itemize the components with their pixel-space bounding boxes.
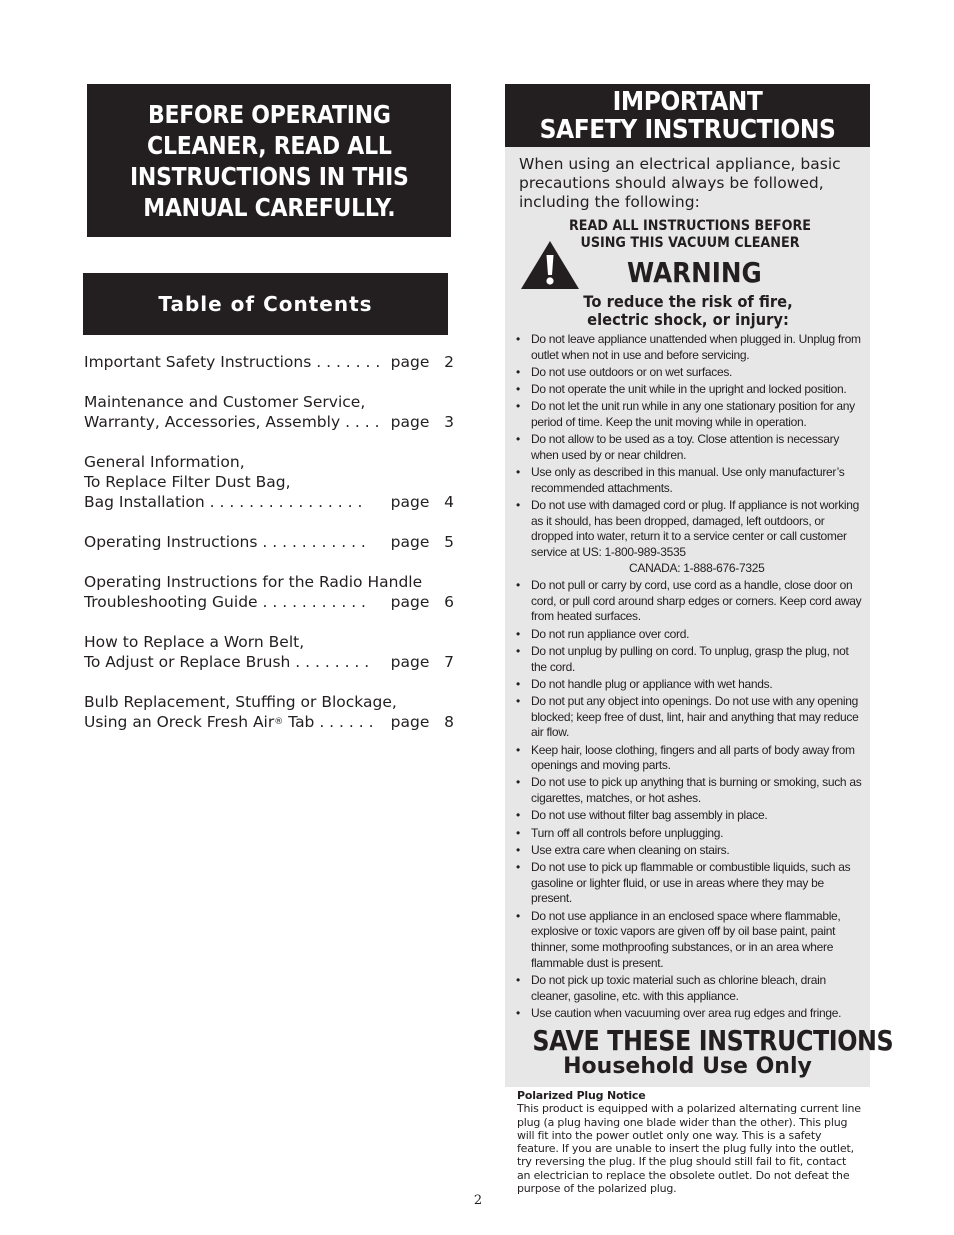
safety-bullet-text: Do not let the unit run while in any one stationary position for any period of time. Keep the unit moving while in operation. xyxy=(531,399,855,430)
toc-page-ref: page 7 xyxy=(390,653,454,671)
safety-bullet xyxy=(516,578,862,625)
canada-phone: CANADA: 1-888-676-7325 xyxy=(629,560,765,575)
toc-page-ref: page 5 xyxy=(390,533,454,551)
toc-entry xyxy=(84,572,454,612)
risk-line: electric shock, or injury: xyxy=(587,310,789,329)
toc-entry-line xyxy=(84,632,454,652)
safety-bullet xyxy=(516,973,862,1004)
toc-entry-line xyxy=(84,712,454,732)
toc-entry-label: Using an Oreck Fresh Air xyxy=(84,713,275,731)
toc-entry-line xyxy=(84,652,454,672)
read-all-notice xyxy=(558,218,822,252)
safety-bullet-text: Do not use with damaged cord or plug. If appliance is not working as it should, has been dropped, damaged, left outdoors, or dropped into water, return it to a service center or call customer service at US: 1-800-989-3535 xyxy=(531,498,860,560)
safety-bullet-text: Do not use appliance in an enclosed space where flammable, explosive or toxic vapors are given off by oil base paint, paint thinner, some mothproofing substances, or in an area where flammable dust is present. xyxy=(531,908,841,970)
safety-bullet xyxy=(516,1006,862,1022)
toc-entry-line xyxy=(84,692,454,712)
safety-bullet xyxy=(516,644,862,675)
bullet-dot-icon: • xyxy=(516,972,520,987)
safety-bullet-text: Do not unplug by pulling on cord. To unplug, grasp the plug, not the cord. xyxy=(531,643,849,674)
bullet-dot-icon: • xyxy=(516,693,520,708)
toc-title: Table of Contents xyxy=(158,292,373,316)
plug-notice-heading: Polarized Plug Notice xyxy=(517,1089,646,1102)
safety-bullet-text: Use caution when vacuuming over area rug edges and fringe. xyxy=(531,1005,842,1020)
toc-entry xyxy=(84,692,454,732)
safety-bullet-text: Use extra care when cleaning on stairs. xyxy=(531,842,730,857)
toc-entry-label: Operating Instructions for the Radio Handle xyxy=(84,573,423,591)
warning-heading: WARNING xyxy=(627,256,762,289)
safety-bullet-text: Do not handle plug or appliance with wet hands. xyxy=(531,676,773,691)
toc-entry-label: General Information, xyxy=(84,453,245,471)
safety-bullet-text: Do not pick up toxic material such as chlorine bleach, drain cleaner, gasoline, etc. with this appliance. xyxy=(531,972,826,1003)
toc-leader: . . . . . . . . . . . xyxy=(257,533,371,551)
read-all-line: READ ALL INSTRUCTIONS BEFORE xyxy=(568,218,812,234)
safety-bullet xyxy=(516,399,862,430)
toc-leader: . . . . xyxy=(340,413,385,431)
plug-notice-body: This product is equipped with a polarized alternating current line plug (a plug having one blade wider than the other). This plug will fit into the power outlet only one way. This is a safety feature. If you are unable to insert the plug fully into the outlet, try reversing the plug. If the plug should still fail to fit, contact an electrician to replace the obsolete outlet. Do not defeat the purpose of the polarized plug. xyxy=(517,1102,861,1196)
bullet-dot-icon: • xyxy=(516,842,520,857)
safety-bullet xyxy=(516,694,862,741)
safety-bullet-text: Keep hair, loose clothing, fingers and all parts of body away from openings and moving parts. xyxy=(531,742,855,773)
safety-bullet-text: Do not use to pick up flammable or combustible liquids, such as gasoline or lighter fluid, or use in areas where they may be present. xyxy=(531,860,851,906)
safety-bullet-text: Do not allow to be used as a toy. Close attention is necessary when used by or near children. xyxy=(531,432,840,462)
safety-bullet xyxy=(516,808,862,824)
toc-leader: . . . . . . . . . . . xyxy=(257,593,371,611)
safety-bullet xyxy=(516,743,862,774)
bullet-dot-icon: • xyxy=(516,382,520,397)
safety-bullet xyxy=(516,775,862,806)
banner-line: INSTRUCTIONS IN THIS xyxy=(129,161,409,191)
safety-bullet-list xyxy=(516,332,862,1023)
toc-entry xyxy=(84,532,454,552)
safety-bullet-text: Do not put any object into openings. Do not use with any opening blocked; keep free of dust, lint, hair and anything that may reduce air flow. xyxy=(531,693,859,740)
safety-bullet xyxy=(516,365,862,381)
bullet-dot-icon: • xyxy=(516,399,520,414)
safety-bullet-text: Do not operate the unit while in the upright and locked position. xyxy=(531,382,847,397)
toc-entry-label: To Replace Filter Dust Bag, xyxy=(84,473,291,491)
toc-entry-line xyxy=(84,352,454,372)
toc-header xyxy=(83,273,448,335)
bullet-dot-icon: • xyxy=(516,676,520,691)
bullet-dot-icon: • xyxy=(516,908,520,923)
safety-bullet-text: Use only as described in this manual. Use only manufacturer’s recommended attachments. xyxy=(531,465,845,495)
toc-page-ref: page 6 xyxy=(390,593,454,611)
before-operating-text xyxy=(130,99,409,223)
page-number: 2 xyxy=(473,1193,483,1208)
toc-leader: . . . . . . xyxy=(314,713,379,731)
banner-line: CLEANER, READ ALL xyxy=(146,130,392,160)
bullet-dot-icon: • xyxy=(516,432,520,447)
safety-bullet xyxy=(516,432,862,463)
toc-page-ref: page 2 xyxy=(390,353,454,371)
bullet-dot-icon: • xyxy=(516,742,520,757)
toc-entry xyxy=(84,392,454,432)
safety-bullet xyxy=(516,332,862,363)
safety-bullet xyxy=(516,627,862,643)
toc-entry xyxy=(84,452,454,512)
toc-entry-label: How to Replace a Worn Belt, xyxy=(84,633,305,651)
bullet-dot-icon: • xyxy=(516,578,520,593)
bullet-dot-icon: • xyxy=(516,775,520,790)
safety-bullet xyxy=(516,677,862,693)
bullet-dot-icon: • xyxy=(516,1005,520,1020)
safety-bullet-text: Do not use without filter bag assembly in place. xyxy=(531,808,768,823)
safety-bullet-text: Do not leave appliance unattended when plugged in. Unplug from outlet when not in use and before servicing. xyxy=(531,332,861,362)
toc-entry-line xyxy=(84,572,454,592)
toc-leader: . . . . . . . . . . . . . . . . xyxy=(204,493,368,511)
safety-bullet xyxy=(516,826,862,842)
bullet-dot-icon: • xyxy=(516,332,520,346)
safety-bullet-text: Turn off all controls before unplugging. xyxy=(531,825,724,840)
toc-entry-label: Important Safety Instructions xyxy=(84,353,312,371)
toc-page-ref: page 4 xyxy=(390,493,454,511)
toc-entry-label: Maintenance and Customer Service, xyxy=(84,393,366,411)
toc-entry-line xyxy=(84,412,454,432)
safety-bullet xyxy=(516,843,862,859)
toc-entry xyxy=(84,352,454,372)
toc-entry-line xyxy=(84,452,454,472)
safety-bullet-text: Do not use to pick up anything that is burning or smoking, such as cigarettes, matches, or hot ashes. xyxy=(531,775,862,806)
toc-entry-line xyxy=(84,592,454,612)
toc-page-ref: page 8 xyxy=(390,713,454,731)
toc-leader: . . . . . . . . xyxy=(290,653,375,671)
bullet-dot-icon: • xyxy=(516,364,520,379)
toc-entry-label: Bag Installation xyxy=(84,493,205,511)
toc-entry-suffix: Tab xyxy=(283,713,315,731)
banner-line: BEFORE OPERATING xyxy=(147,99,391,129)
safety-title-line: SAFETY INSTRUCTIONS xyxy=(539,114,836,145)
toc-page-ref: page 3 xyxy=(390,413,454,431)
table-of-contents xyxy=(84,352,454,732)
safety-bullet-text: Do not run appliance over cord. xyxy=(531,626,690,641)
household-use-heading: Household Use Only xyxy=(563,1054,812,1079)
bullet-dot-icon: • xyxy=(516,465,520,480)
polarized-plug-notice xyxy=(517,1089,862,1195)
toc-entry-label: Bulb Replacement, Stuffing or Blockage, xyxy=(84,693,397,711)
toc-entry-label: Troubleshooting Guide xyxy=(84,593,258,611)
toc-entry-label: Operating Instructions xyxy=(84,533,258,551)
toc-entry-line xyxy=(84,532,454,552)
toc-entry-line xyxy=(84,472,454,492)
safety-header xyxy=(505,84,870,147)
safety-bullet-text: Do not use outdoors or on wet surfaces. xyxy=(531,364,733,379)
save-instructions-heading: SAVE THESE INSTRUCTIONS xyxy=(532,1024,894,1057)
safety-bullet xyxy=(516,465,862,496)
safety-bullet-text: Do not pull or carry by cord, use cord as a handle, close door on cord, or pull cord around sharp edges or corners. Keep cord away from heated surfaces. xyxy=(531,578,862,624)
safety-bullet xyxy=(516,498,862,577)
bullet-dot-icon: • xyxy=(516,498,520,513)
safety-bullet xyxy=(516,909,862,972)
toc-entry-line xyxy=(84,492,454,512)
read-all-line: USING THIS VACUUM CLEANER xyxy=(580,235,800,251)
safety-title-line: IMPORTANT xyxy=(612,86,763,117)
toc-leader: . . . . . . . xyxy=(311,353,386,371)
toc-entry-label: Warranty, Accessories, Assembly xyxy=(84,413,341,431)
bullet-dot-icon: • xyxy=(516,808,520,823)
bullet-dot-icon: • xyxy=(516,860,520,874)
bullet-dot-icon: • xyxy=(516,626,520,641)
toc-entry-line xyxy=(84,392,454,412)
bullet-dot-icon: • xyxy=(516,643,520,658)
bullet-dot-icon: • xyxy=(516,825,520,840)
safety-intro: When using an electrical appliance, basic precautions should always be followed, including the following: xyxy=(519,155,841,211)
risk-notice xyxy=(552,293,824,329)
safety-bullet xyxy=(516,382,862,398)
warning-triangle-icon xyxy=(519,239,581,291)
safety-bullet xyxy=(516,860,862,907)
toc-entry xyxy=(84,632,454,672)
toc-entry-label: To Adjust or Replace Brush xyxy=(84,653,291,671)
before-operating-banner xyxy=(87,84,451,237)
banner-line: MANUAL CAREFULLY. xyxy=(142,192,396,222)
risk-line: To reduce the risk of fire, xyxy=(583,292,793,311)
registered-mark: ® xyxy=(274,717,284,727)
